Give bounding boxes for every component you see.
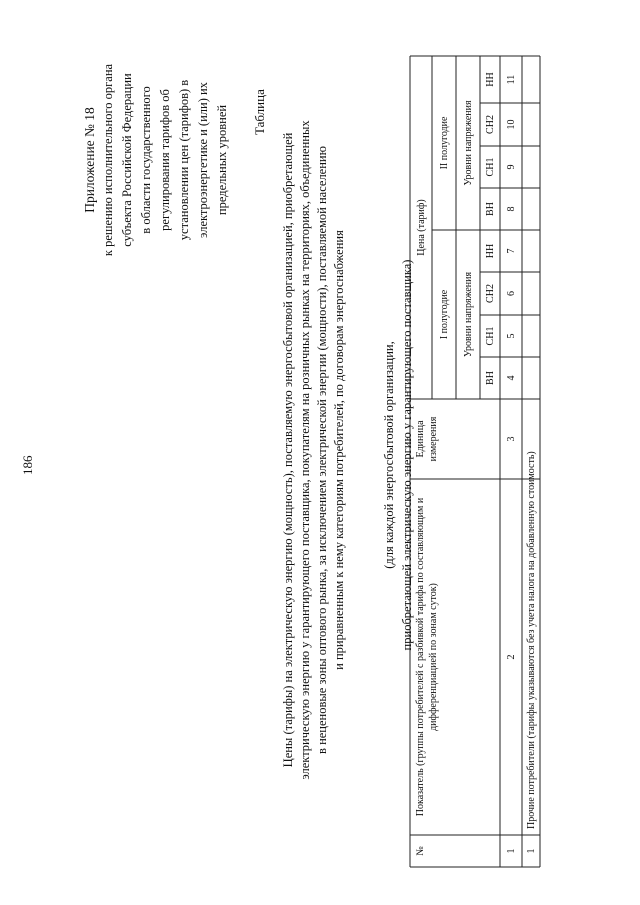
col-number-6: 6 (505, 291, 517, 296)
appendix-line: установлении цен (тарифов) в (177, 79, 191, 241)
col-number-11: 11 (505, 74, 517, 85)
col-number-4: 4 (505, 375, 517, 381)
header-voltage-1: Уровни напряжения (462, 271, 474, 358)
page-number: 186 (20, 455, 35, 475)
title-line: и приравненным к нему категориям потребителей, по договорам энергоснабжения (332, 230, 346, 670)
header-unit: Единица измерения (415, 416, 439, 462)
level-nn-1: НН (484, 243, 496, 259)
appendix-line: в области государственного (139, 86, 153, 234)
appendix-line: электроэнергетике и (или) их (196, 82, 210, 238)
level-vn-1: ВН (484, 371, 496, 385)
col-number-1: 1 (505, 848, 517, 854)
title-line: электрическую энергию у гарантирующего поставщика, покупателям на розничных рынках на территориях, объединенных (298, 120, 312, 780)
level-sn2-1: СН2 (484, 284, 496, 303)
appendix-line: регулирования тарифов об (158, 89, 172, 231)
level-sn1-2: СН1 (484, 157, 496, 177)
appendix-line: предельных уровней (215, 104, 229, 216)
header-indicator: Показатель (группы потребителей с разбивкой тарифа по составляющим и дифференциацией по зонам суток) (415, 497, 439, 817)
title-line: Цены (тарифы) на электрическую энергию (мощность), поставляемую энергосбытовой организацией, приобретающей (281, 132, 295, 768)
appendix-line: к решению исполнительного органа (101, 63, 115, 257)
appendix-line: субъекта Российской Федерации (120, 73, 134, 247)
col-number-7: 7 (505, 248, 517, 254)
row-number: 1 (525, 848, 537, 854)
row-note: Прочие потребители (тарифы указываются без учета налога на добавленную стоимость) (525, 451, 537, 829)
level-sn1-1: СН1 (484, 326, 496, 346)
col-number-9: 9 (505, 164, 517, 170)
col-number-2: 2 (505, 654, 517, 660)
appendix-title: Приложение № 18 (82, 107, 97, 213)
level-vn-2: ВН (484, 202, 496, 216)
level-nn-2: НН (484, 72, 496, 87)
col-number-10: 10 (505, 119, 517, 130)
level-sn2-2: СН2 (484, 115, 496, 134)
header-voltage-2: Уровни напряжения (462, 100, 474, 186)
title-line: в неценовые зоны оптового рынка, за исключением электрической энергии (мощности), поставляемой населению (315, 146, 329, 754)
header-half-1: I полугодие (438, 289, 450, 340)
subtitle-line: (для каждой энергосбытовой организации, (382, 341, 396, 569)
col-number-3: 3 (505, 436, 517, 442)
table-label: Таблица (252, 89, 267, 135)
header-half-2: II полугодие (438, 116, 450, 170)
col-number-5: 5 (505, 333, 517, 339)
col-number-8: 8 (505, 206, 517, 212)
subtitle-line: приобретающей электрическую энергию у гарантирующего поставщика) (400, 259, 414, 651)
header-number: № (415, 846, 426, 856)
header-price: Цена (тариф) (415, 199, 427, 256)
